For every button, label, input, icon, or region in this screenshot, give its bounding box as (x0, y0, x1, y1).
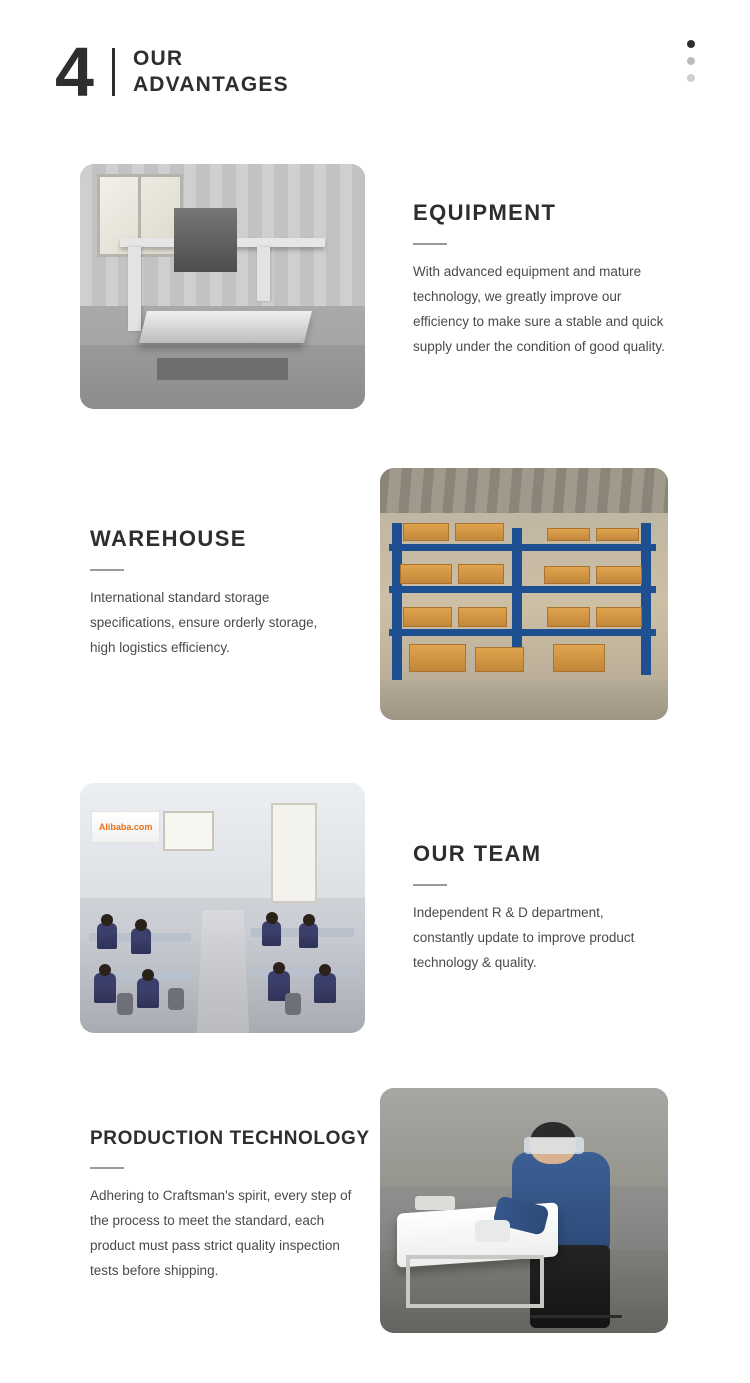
team-heading: OUR TEAM (413, 841, 542, 866)
warehouse-rule (90, 569, 124, 571)
pagination-dot-2[interactable] (687, 57, 695, 65)
advantage-block-equipment (0, 160, 750, 420)
page-title (133, 46, 289, 98)
page-title-line1: OUR (132, 47, 184, 70)
header-divider (112, 48, 115, 96)
team-photo (80, 783, 365, 1033)
equipment-photo (80, 164, 365, 409)
equipment-heading: EQUIPMENT (413, 200, 557, 225)
pagination-dot-1[interactable] (687, 40, 695, 48)
warehouse-heading: WAREHOUSE (90, 526, 247, 551)
warehouse-photo (380, 468, 668, 720)
warehouse-text (90, 526, 340, 660)
section-number: 4 (55, 33, 92, 111)
team-photo-banner (91, 811, 159, 844)
production-heading: PRODUCTION TECHNOLOGY (90, 1128, 370, 1149)
production-body: Adhering to Craftsman's spirit, every step of the process to meet the standard, each product must pass strict quality inspection tests before shipping. (90, 1188, 352, 1278)
team-rule (413, 884, 447, 886)
equipment-body: With advanced equipment and mature technology, we greatly improve our efficiency to make sure a stable and quick supply under the condition of good quality. (413, 264, 665, 354)
advantage-block-warehouse (0, 468, 750, 723)
team-body: Independent R & D department, constantly update to improve product technology & quality. (413, 905, 635, 970)
pagination-dots[interactable] (687, 40, 695, 82)
equipment-text (413, 200, 668, 359)
equipment-rule (413, 243, 447, 245)
page-title-line2: ADVANTAGES (132, 73, 289, 96)
warehouse-body: International standard storage specifications, ensure orderly storage, high logistics efficiency. (90, 590, 318, 655)
team-text (413, 841, 663, 975)
alibaba-logo-text: Alibaba.com (98, 821, 153, 832)
production-photo (380, 1088, 668, 1333)
production-text (90, 1128, 370, 1283)
pagination-dot-3[interactable] (687, 74, 695, 82)
advantage-block-production (0, 1088, 750, 1338)
production-rule (90, 1167, 124, 1169)
section-header (55, 33, 289, 111)
advantage-block-team (0, 783, 750, 1038)
